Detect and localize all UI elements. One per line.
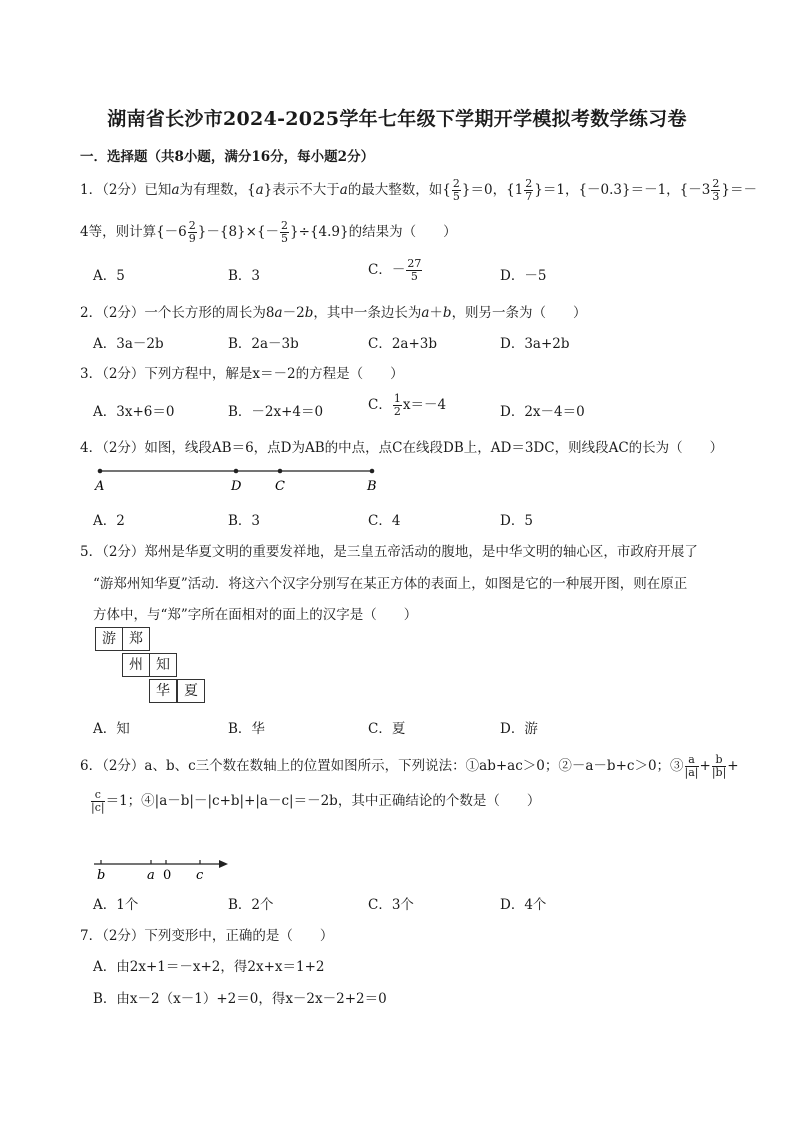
q5-option-d[interactable]: D．游 [500,721,538,737]
question-5-line-3: 方体中，与“郑”字所在面相对的面上的汉字是（ ） [93,607,418,623]
label-a: A [95,479,105,494]
axis-label-b: b [97,868,106,883]
q2-text: －2 [282,305,305,321]
question-5-line-1: 5．（2分）郑州是华夏文明的重要发祥地，是三皇五帝活动的腹地，是中华文明的轴心区，市政府开展了 [80,544,698,560]
question-2-stem [80,301,587,321]
fraction: $\frac{2}{5}$ [452,177,460,203]
q5-option-b[interactable]: B．华 [228,721,265,737]
fraction: $\frac{2}{5}$ [281,219,289,245]
q1-text: }÷{4.9}的结果为（ ） [290,224,457,240]
q1-text: 1．（2分）已知 [80,182,172,198]
q6-text: ＝1；④|a－b|－|c+b|+|a－c|＝－2b，其中正确结论的个数是（ ） [105,793,541,809]
q1-text: }＝－ [721,182,757,198]
q1-text: }－{8}×{－ [197,224,280,240]
axis-label-0: 0 [163,868,172,883]
point-d [234,469,239,474]
point-c [278,469,283,474]
fraction: $\frac{b}{|b|}$ [711,753,727,779]
q6-option-b[interactable]: B．2个 [228,897,274,913]
net-cell: 华 [149,679,177,703]
section-heading: 一．选择题（共8小题，满分16分，每小题2分） [80,149,375,165]
label-c: C [275,479,285,494]
point-b [370,469,375,474]
q2-var: b [442,305,452,321]
q2-option-d[interactable]: D．3a+2b [500,336,570,352]
q2-text: 2．（2分）一个长方形的周长为8 [80,305,275,321]
fraction: $\frac{2}{7}$ [525,177,533,203]
point-a [98,469,103,474]
q4-option-d[interactable]: D．5 [500,513,533,529]
q3-option-c-tail: x＝－4 [402,397,447,413]
segment-diagram [90,462,390,496]
q3-option-b[interactable]: B．－2x+4＝0 [228,404,324,420]
q5-option-c[interactable]: C．夏 [368,721,406,737]
axis-label-a: a [147,868,155,883]
q4-option-c[interactable]: C．4 [368,513,401,529]
fraction: $\frac{2}{9}$ [188,219,196,245]
q1-option-d[interactable]: D．－5 [500,268,547,284]
q6-option-a[interactable]: A．1个 [93,897,139,913]
q2-option-c[interactable]: C．2a+3b [368,336,438,352]
q1-text: 4等，则计算{－6 [80,224,187,240]
q1-var: a [255,182,264,198]
fraction: $\frac{2}{3}$ [712,177,720,203]
q6-option-c[interactable]: C．3个 [368,897,414,913]
q1-option-c[interactable] [368,258,423,283]
q1-text: }表示不大于 [263,182,340,198]
q3-option-d[interactable]: D．2x－4＝0 [500,404,585,420]
fraction: $\frac{a}{|a|}$ [684,753,699,779]
number-line [88,854,238,884]
fraction: $\frac{1}{2}$ [393,392,401,418]
q1-text: 为有理数，{ [179,182,256,198]
number-line-arrow [219,860,228,868]
axis-label-c: c [196,868,204,883]
q1-text: }＝0，{1 [461,182,524,198]
question-3-stem: 3．（2分）下列方程中，解是x＝－2的方程是（ ） [80,366,404,382]
question-5-line-2: “游郑州知华夏”活动．将这六个汉字分别写在某正方体的表面上，如图是它的一种展开图，则在原正 [93,576,688,592]
q3-option-c-label: C． [368,397,392,413]
net-cell: 夏 [177,679,205,703]
q4-option-a[interactable]: A．2 [93,513,125,529]
q2-option-b[interactable]: B．2a－3b [228,336,299,352]
net-cell: 郑 [122,627,150,651]
question-1-line-1 [80,178,757,203]
q2-text: ，其中一条边长为 [313,305,422,321]
q1-var: a [171,182,180,198]
q3-option-a[interactable]: A．3x+6＝0 [93,404,175,420]
label-b: B [367,479,377,494]
q2-option-a[interactable]: A．3a－2b [93,336,164,352]
q6-option-d[interactable]: D．4个 [500,897,547,913]
net-cell: 游 [95,627,123,651]
q4-option-b[interactable]: B．3 [228,513,261,529]
question-6-line-2 [90,789,540,814]
q2-text: ，则另一条为（ ） [451,305,587,321]
q1-var: a [339,182,348,198]
question-1-line-2 [80,220,457,245]
q7-option-b[interactable]: B．由x－2（x－1）+2＝0，得x－2x－2+2＝0 [93,991,387,1007]
label-d: D [231,479,242,494]
q2-var: a [274,305,283,321]
q1-option-c-label: C．－ [368,262,406,278]
fraction: $\frac{27}{5}$ [407,257,422,283]
q1-option-b[interactable]: B．3 [228,268,261,284]
net-cell: 州 [122,653,150,677]
fraction: $\frac{c}{|c|}$ [91,788,105,814]
q2-text: ＋ [429,305,443,321]
question-7-stem: 7．（2分）下列变形中，正确的是（ ） [80,928,334,944]
q2-var: b [304,305,314,321]
q1-text: }＝1，{－0.3}＝－1，{－3 [534,182,711,198]
q1-option-a[interactable]: A．5 [93,268,125,284]
question-4-stem: 4．（2分）如图，线段AB＝6，点D为AB的中点，点C在线段DB上，AD＝3DC，则线段AC的长为（ ） [80,440,724,456]
q1-text: 的最大整数，如{ [347,182,451,198]
q5-option-a[interactable]: A．知 [93,721,130,737]
q3-option-c[interactable] [368,393,446,418]
exam-title: 湖南省长沙市2024-2025学年七年级下学期开学模拟考数学练习卷 [107,108,687,130]
question-6-line-1: 6．（2分）a、b、c三个数在数轴上的位置如图所示，下列说法：①ab+ac＞0；②－a－b+c＞0；③ $\frac{a}{|a|}$ + $\frac{b}{|b|}$ + [80,753,739,779]
q7-option-a[interactable]: A．由2x+1＝－x+2，得2x+x＝1+2 [93,959,325,975]
q6-text: 6．（2分）a、b、c三个数在数轴上的位置如图所示，下列说法：①ab+ac＞0；②－a－b+c＞0；③ [80,758,684,774]
net-cell: 知 [149,653,177,677]
q2-var: a [421,305,430,321]
